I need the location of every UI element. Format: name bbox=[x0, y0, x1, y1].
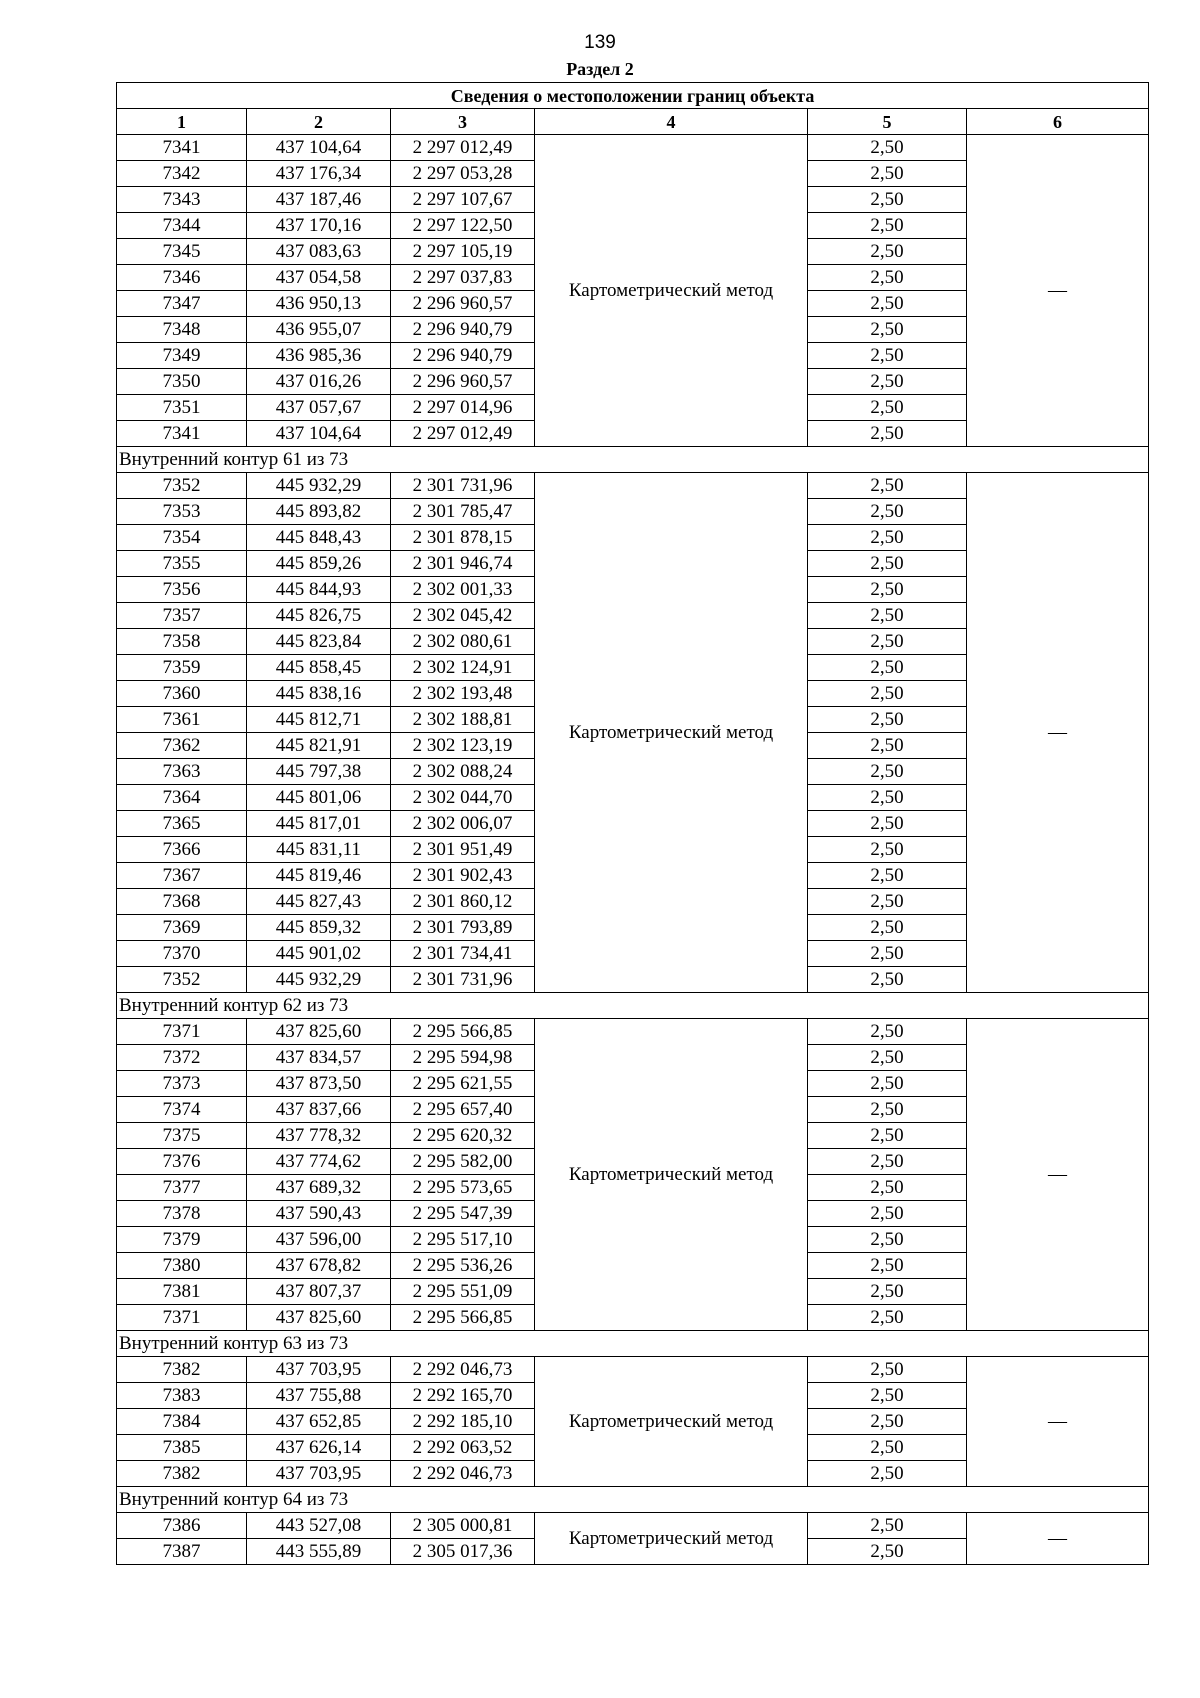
x-coordinate-cell: 445 801,06 bbox=[247, 785, 391, 811]
point-number-cell: 7368 bbox=[117, 889, 247, 915]
y-coordinate-cell: 2 301 793,89 bbox=[391, 915, 535, 941]
table-row bbox=[117, 1019, 1149, 1045]
contour-row bbox=[117, 993, 1149, 1019]
y-coordinate-cell: 2 301 878,15 bbox=[391, 525, 535, 551]
point-number-cell: 7346 bbox=[117, 265, 247, 291]
accuracy-cell: 2,50 bbox=[808, 1175, 967, 1201]
point-number-cell: 7351 bbox=[117, 395, 247, 421]
x-coordinate-cell: 445 858,45 bbox=[247, 655, 391, 681]
y-coordinate-cell: 2 296 960,57 bbox=[391, 291, 535, 317]
y-coordinate-cell: 2 295 517,10 bbox=[391, 1227, 535, 1253]
x-coordinate-cell: 437 825,60 bbox=[247, 1305, 391, 1331]
x-coordinate-cell: 445 848,43 bbox=[247, 525, 391, 551]
point-number-cell: 7375 bbox=[117, 1123, 247, 1149]
note-dash-cell: — bbox=[967, 1357, 1149, 1487]
accuracy-cell: 2,50 bbox=[808, 135, 967, 161]
accuracy-cell: 2,50 bbox=[808, 889, 967, 915]
x-coordinate-cell: 437 054,58 bbox=[247, 265, 391, 291]
y-coordinate-cell: 2 305 017,36 bbox=[391, 1539, 535, 1565]
accuracy-cell: 2,50 bbox=[808, 1149, 967, 1175]
point-number-cell: 7356 bbox=[117, 577, 247, 603]
y-coordinate-cell: 2 297 107,67 bbox=[391, 187, 535, 213]
point-number-cell: 7348 bbox=[117, 317, 247, 343]
accuracy-cell: 2,50 bbox=[808, 291, 967, 317]
x-coordinate-cell: 437 837,66 bbox=[247, 1097, 391, 1123]
point-number-cell: 7382 bbox=[117, 1357, 247, 1383]
accuracy-cell: 2,50 bbox=[808, 1513, 967, 1539]
point-number-cell: 7386 bbox=[117, 1513, 247, 1539]
y-coordinate-cell: 2 295 551,09 bbox=[391, 1279, 535, 1305]
table-title-row bbox=[117, 83, 1149, 109]
y-coordinate-cell: 2 297 014,96 bbox=[391, 395, 535, 421]
point-number-cell: 7353 bbox=[117, 499, 247, 525]
y-coordinate-cell: 2 297 122,50 bbox=[391, 213, 535, 239]
x-coordinate-cell: 437 626,14 bbox=[247, 1435, 391, 1461]
note-dash-cell: — bbox=[967, 1513, 1149, 1565]
accuracy-cell: 2,50 bbox=[808, 863, 967, 889]
point-number-cell: 7369 bbox=[117, 915, 247, 941]
y-coordinate-cell: 2 296 940,79 bbox=[391, 317, 535, 343]
point-number-cell: 7357 bbox=[117, 603, 247, 629]
point-number-cell: 7387 bbox=[117, 1539, 247, 1565]
accuracy-cell: 2,50 bbox=[808, 1019, 967, 1045]
x-coordinate-cell: 445 821,91 bbox=[247, 733, 391, 759]
x-coordinate-cell: 437 652,85 bbox=[247, 1409, 391, 1435]
note-dash-cell: — bbox=[967, 473, 1149, 993]
point-number-cell: 7341 bbox=[117, 135, 247, 161]
point-number-cell: 7366 bbox=[117, 837, 247, 863]
point-number-cell: 7376 bbox=[117, 1149, 247, 1175]
column-header: 3 bbox=[391, 109, 535, 135]
accuracy-cell: 2,50 bbox=[808, 941, 967, 967]
y-coordinate-cell: 2 296 940,79 bbox=[391, 343, 535, 369]
point-number-cell: 7363 bbox=[117, 759, 247, 785]
x-coordinate-cell: 445 819,46 bbox=[247, 863, 391, 889]
x-coordinate-cell: 437 016,26 bbox=[247, 369, 391, 395]
accuracy-cell: 2,50 bbox=[808, 1097, 967, 1123]
x-coordinate-cell: 445 932,29 bbox=[247, 473, 391, 499]
method-cell: Картометрический метод bbox=[535, 1357, 808, 1487]
accuracy-cell: 2,50 bbox=[808, 577, 967, 603]
x-coordinate-cell: 445 797,38 bbox=[247, 759, 391, 785]
accuracy-cell: 2,50 bbox=[808, 1253, 967, 1279]
accuracy-cell: 2,50 bbox=[808, 369, 967, 395]
accuracy-cell: 2,50 bbox=[808, 1383, 967, 1409]
y-coordinate-cell: 2 302 080,61 bbox=[391, 629, 535, 655]
point-number-cell: 7345 bbox=[117, 239, 247, 265]
accuracy-cell: 2,50 bbox=[808, 317, 967, 343]
x-coordinate-cell: 445 932,29 bbox=[247, 967, 391, 993]
y-coordinate-cell: 2 301 731,96 bbox=[391, 473, 535, 499]
y-coordinate-cell: 2 302 188,81 bbox=[391, 707, 535, 733]
x-coordinate-cell: 443 527,08 bbox=[247, 1513, 391, 1539]
point-number-cell: 7358 bbox=[117, 629, 247, 655]
y-coordinate-cell: 2 292 046,73 bbox=[391, 1357, 535, 1383]
accuracy-cell: 2,50 bbox=[808, 239, 967, 265]
y-coordinate-cell: 2 292 165,70 bbox=[391, 1383, 535, 1409]
x-coordinate-cell: 437 807,37 bbox=[247, 1279, 391, 1305]
y-coordinate-cell: 2 295 566,85 bbox=[391, 1305, 535, 1331]
point-number-cell: 7372 bbox=[117, 1045, 247, 1071]
contour-row bbox=[117, 1331, 1149, 1357]
point-number-cell: 7342 bbox=[117, 161, 247, 187]
point-number-cell: 7382 bbox=[117, 1461, 247, 1487]
y-coordinate-cell: 2 295 657,40 bbox=[391, 1097, 535, 1123]
point-number-cell: 7380 bbox=[117, 1253, 247, 1279]
point-number-cell: 7371 bbox=[117, 1019, 247, 1045]
y-coordinate-cell: 2 297 012,49 bbox=[391, 421, 535, 447]
contour-label: Внутренний контур 64 из 73 bbox=[117, 1487, 1149, 1513]
x-coordinate-cell: 445 838,16 bbox=[247, 681, 391, 707]
y-coordinate-cell: 2 292 046,73 bbox=[391, 1461, 535, 1487]
contour-label: Внутренний контур 63 из 73 bbox=[117, 1331, 1149, 1357]
x-coordinate-cell: 445 826,75 bbox=[247, 603, 391, 629]
accuracy-cell: 2,50 bbox=[808, 525, 967, 551]
accuracy-cell: 2,50 bbox=[808, 603, 967, 629]
x-coordinate-cell: 436 955,07 bbox=[247, 317, 391, 343]
y-coordinate-cell: 2 297 037,83 bbox=[391, 265, 535, 291]
y-coordinate-cell: 2 302 044,70 bbox=[391, 785, 535, 811]
note-dash-cell: — bbox=[967, 1019, 1149, 1331]
x-coordinate-cell: 437 170,16 bbox=[247, 213, 391, 239]
accuracy-cell: 2,50 bbox=[808, 473, 967, 499]
y-coordinate-cell: 2 302 045,42 bbox=[391, 603, 535, 629]
y-coordinate-cell: 2 295 573,65 bbox=[391, 1175, 535, 1201]
x-coordinate-cell: 437 703,95 bbox=[247, 1357, 391, 1383]
method-cell: Картометрический метод bbox=[535, 135, 808, 447]
accuracy-cell: 2,50 bbox=[808, 187, 967, 213]
x-coordinate-cell: 445 827,43 bbox=[247, 889, 391, 915]
method-cell: Картометрический метод bbox=[535, 1019, 808, 1331]
accuracy-cell: 2,50 bbox=[808, 1461, 967, 1487]
accuracy-cell: 2,50 bbox=[808, 759, 967, 785]
x-coordinate-cell: 437 774,62 bbox=[247, 1149, 391, 1175]
x-coordinate-cell: 437 187,46 bbox=[247, 187, 391, 213]
accuracy-cell: 2,50 bbox=[808, 1357, 967, 1383]
y-coordinate-cell: 2 302 124,91 bbox=[391, 655, 535, 681]
accuracy-cell: 2,50 bbox=[808, 343, 967, 369]
column-header: 6 bbox=[967, 109, 1149, 135]
y-coordinate-cell: 2 295 566,85 bbox=[391, 1019, 535, 1045]
column-header: 4 bbox=[535, 109, 808, 135]
point-number-cell: 7370 bbox=[117, 941, 247, 967]
point-number-cell: 7354 bbox=[117, 525, 247, 551]
y-coordinate-cell: 2 301 785,47 bbox=[391, 499, 535, 525]
x-coordinate-cell: 445 812,71 bbox=[247, 707, 391, 733]
point-number-cell: 7374 bbox=[117, 1097, 247, 1123]
point-number-cell: 7371 bbox=[117, 1305, 247, 1331]
table-row bbox=[117, 1513, 1149, 1539]
accuracy-cell: 2,50 bbox=[808, 967, 967, 993]
x-coordinate-cell: 437 083,63 bbox=[247, 239, 391, 265]
accuracy-cell: 2,50 bbox=[808, 837, 967, 863]
point-number-cell: 7352 bbox=[117, 967, 247, 993]
accuracy-cell: 2,50 bbox=[808, 1227, 967, 1253]
accuracy-cell: 2,50 bbox=[808, 1123, 967, 1149]
point-number-cell: 7364 bbox=[117, 785, 247, 811]
point-number-cell: 7378 bbox=[117, 1201, 247, 1227]
accuracy-cell: 2,50 bbox=[808, 265, 967, 291]
point-number-cell: 7373 bbox=[117, 1071, 247, 1097]
x-coordinate-cell: 437 689,32 bbox=[247, 1175, 391, 1201]
x-coordinate-cell: 437 778,32 bbox=[247, 1123, 391, 1149]
y-coordinate-cell: 2 302 193,48 bbox=[391, 681, 535, 707]
contour-row bbox=[117, 1487, 1149, 1513]
point-number-cell: 7367 bbox=[117, 863, 247, 889]
y-coordinate-cell: 2 301 902,43 bbox=[391, 863, 535, 889]
method-cell: Картометрический метод bbox=[535, 473, 808, 993]
point-number-cell: 7341 bbox=[117, 421, 247, 447]
section-title: Раздел 2 bbox=[566, 59, 634, 79]
x-coordinate-cell: 437 104,64 bbox=[247, 135, 391, 161]
y-coordinate-cell: 2 292 185,10 bbox=[391, 1409, 535, 1435]
point-number-cell: 7360 bbox=[117, 681, 247, 707]
accuracy-cell: 2,50 bbox=[808, 811, 967, 837]
accuracy-cell: 2,50 bbox=[808, 733, 967, 759]
contour-label: Внутренний контур 62 из 73 bbox=[117, 993, 1149, 1019]
x-coordinate-cell: 445 893,82 bbox=[247, 499, 391, 525]
note-dash-cell: — bbox=[967, 135, 1149, 447]
y-coordinate-cell: 2 301 951,49 bbox=[391, 837, 535, 863]
x-coordinate-cell: 445 844,93 bbox=[247, 577, 391, 603]
point-number-cell: 7344 bbox=[117, 213, 247, 239]
table-title: Сведения о местоположении границ объекта bbox=[117, 83, 1149, 109]
x-coordinate-cell: 437 057,67 bbox=[247, 395, 391, 421]
accuracy-cell: 2,50 bbox=[808, 1045, 967, 1071]
point-number-cell: 7384 bbox=[117, 1409, 247, 1435]
x-coordinate-cell: 437 176,34 bbox=[247, 161, 391, 187]
y-coordinate-cell: 2 292 063,52 bbox=[391, 1435, 535, 1461]
table-row bbox=[117, 1357, 1149, 1383]
x-coordinate-cell: 445 831,11 bbox=[247, 837, 391, 863]
accuracy-cell: 2,50 bbox=[808, 1279, 967, 1305]
accuracy-cell: 2,50 bbox=[808, 1409, 967, 1435]
point-number-cell: 7349 bbox=[117, 343, 247, 369]
point-number-cell: 7359 bbox=[117, 655, 247, 681]
accuracy-cell: 2,50 bbox=[808, 785, 967, 811]
accuracy-cell: 2,50 bbox=[808, 161, 967, 187]
table-row bbox=[117, 473, 1149, 499]
accuracy-cell: 2,50 bbox=[808, 1305, 967, 1331]
method-cell: Картометрический метод bbox=[535, 1513, 808, 1565]
y-coordinate-cell: 2 297 053,28 bbox=[391, 161, 535, 187]
accuracy-cell: 2,50 bbox=[808, 1435, 967, 1461]
point-number-cell: 7355 bbox=[117, 551, 247, 577]
accuracy-cell: 2,50 bbox=[808, 629, 967, 655]
accuracy-cell: 2,50 bbox=[808, 213, 967, 239]
y-coordinate-cell: 2 295 582,00 bbox=[391, 1149, 535, 1175]
y-coordinate-cell: 2 295 536,26 bbox=[391, 1253, 535, 1279]
x-coordinate-cell: 437 703,95 bbox=[247, 1461, 391, 1487]
point-number-cell: 7343 bbox=[117, 187, 247, 213]
point-number-cell: 7352 bbox=[117, 473, 247, 499]
y-coordinate-cell: 2 297 105,19 bbox=[391, 239, 535, 265]
x-coordinate-cell: 445 817,01 bbox=[247, 811, 391, 837]
point-number-cell: 7379 bbox=[117, 1227, 247, 1253]
x-coordinate-cell: 437 873,50 bbox=[247, 1071, 391, 1097]
y-coordinate-cell: 2 295 620,32 bbox=[391, 1123, 535, 1149]
accuracy-cell: 2,50 bbox=[808, 707, 967, 733]
column-header: 5 bbox=[808, 109, 967, 135]
x-coordinate-cell: 437 755,88 bbox=[247, 1383, 391, 1409]
y-coordinate-cell: 2 301 731,96 bbox=[391, 967, 535, 993]
y-coordinate-cell: 2 295 547,39 bbox=[391, 1201, 535, 1227]
point-number-cell: 7385 bbox=[117, 1435, 247, 1461]
accuracy-cell: 2,50 bbox=[808, 915, 967, 941]
accuracy-cell: 2,50 bbox=[808, 551, 967, 577]
y-coordinate-cell: 2 302 006,07 bbox=[391, 811, 535, 837]
x-coordinate-cell: 443 555,89 bbox=[247, 1539, 391, 1565]
x-coordinate-cell: 445 901,02 bbox=[247, 941, 391, 967]
accuracy-cell: 2,50 bbox=[808, 499, 967, 525]
accuracy-cell: 2,50 bbox=[808, 1071, 967, 1097]
table-header-row bbox=[117, 109, 1149, 135]
accuracy-cell: 2,50 bbox=[808, 395, 967, 421]
y-coordinate-cell: 2 302 088,24 bbox=[391, 759, 535, 785]
point-number-cell: 7350 bbox=[117, 369, 247, 395]
y-coordinate-cell: 2 301 734,41 bbox=[391, 941, 535, 967]
point-number-cell: 7383 bbox=[117, 1383, 247, 1409]
accuracy-cell: 2,50 bbox=[808, 655, 967, 681]
point-number-cell: 7377 bbox=[117, 1175, 247, 1201]
coordinates-table bbox=[116, 82, 1149, 1565]
point-number-cell: 7362 bbox=[117, 733, 247, 759]
y-coordinate-cell: 2 301 860,12 bbox=[391, 889, 535, 915]
accuracy-cell: 2,50 bbox=[808, 1539, 967, 1565]
contour-label: Внутренний контур 61 из 73 bbox=[117, 447, 1149, 473]
point-number-cell: 7381 bbox=[117, 1279, 247, 1305]
x-coordinate-cell: 445 859,32 bbox=[247, 915, 391, 941]
y-coordinate-cell: 2 301 946,74 bbox=[391, 551, 535, 577]
column-header: 1 bbox=[117, 109, 247, 135]
page-number: 139 bbox=[584, 32, 616, 53]
x-coordinate-cell: 437 825,60 bbox=[247, 1019, 391, 1045]
point-number-cell: 7365 bbox=[117, 811, 247, 837]
y-coordinate-cell: 2 305 000,81 bbox=[391, 1513, 535, 1539]
table-row bbox=[117, 135, 1149, 161]
x-coordinate-cell: 445 823,84 bbox=[247, 629, 391, 655]
x-coordinate-cell: 437 590,43 bbox=[247, 1201, 391, 1227]
x-coordinate-cell: 436 950,13 bbox=[247, 291, 391, 317]
y-coordinate-cell: 2 297 012,49 bbox=[391, 135, 535, 161]
x-coordinate-cell: 437 834,57 bbox=[247, 1045, 391, 1071]
x-coordinate-cell: 436 985,36 bbox=[247, 343, 391, 369]
x-coordinate-cell: 445 859,26 bbox=[247, 551, 391, 577]
point-number-cell: 7347 bbox=[117, 291, 247, 317]
y-coordinate-cell: 2 302 123,19 bbox=[391, 733, 535, 759]
y-coordinate-cell: 2 295 621,55 bbox=[391, 1071, 535, 1097]
y-coordinate-cell: 2 295 594,98 bbox=[391, 1045, 535, 1071]
table-body bbox=[117, 135, 1149, 1565]
column-header: 2 bbox=[247, 109, 391, 135]
x-coordinate-cell: 437 104,64 bbox=[247, 421, 391, 447]
x-coordinate-cell: 437 596,00 bbox=[247, 1227, 391, 1253]
accuracy-cell: 2,50 bbox=[808, 1201, 967, 1227]
x-coordinate-cell: 437 678,82 bbox=[247, 1253, 391, 1279]
point-number-cell: 7361 bbox=[117, 707, 247, 733]
accuracy-cell: 2,50 bbox=[808, 681, 967, 707]
y-coordinate-cell: 2 296 960,57 bbox=[391, 369, 535, 395]
contour-row bbox=[117, 447, 1149, 473]
accuracy-cell: 2,50 bbox=[808, 421, 967, 447]
y-coordinate-cell: 2 302 001,33 bbox=[391, 577, 535, 603]
